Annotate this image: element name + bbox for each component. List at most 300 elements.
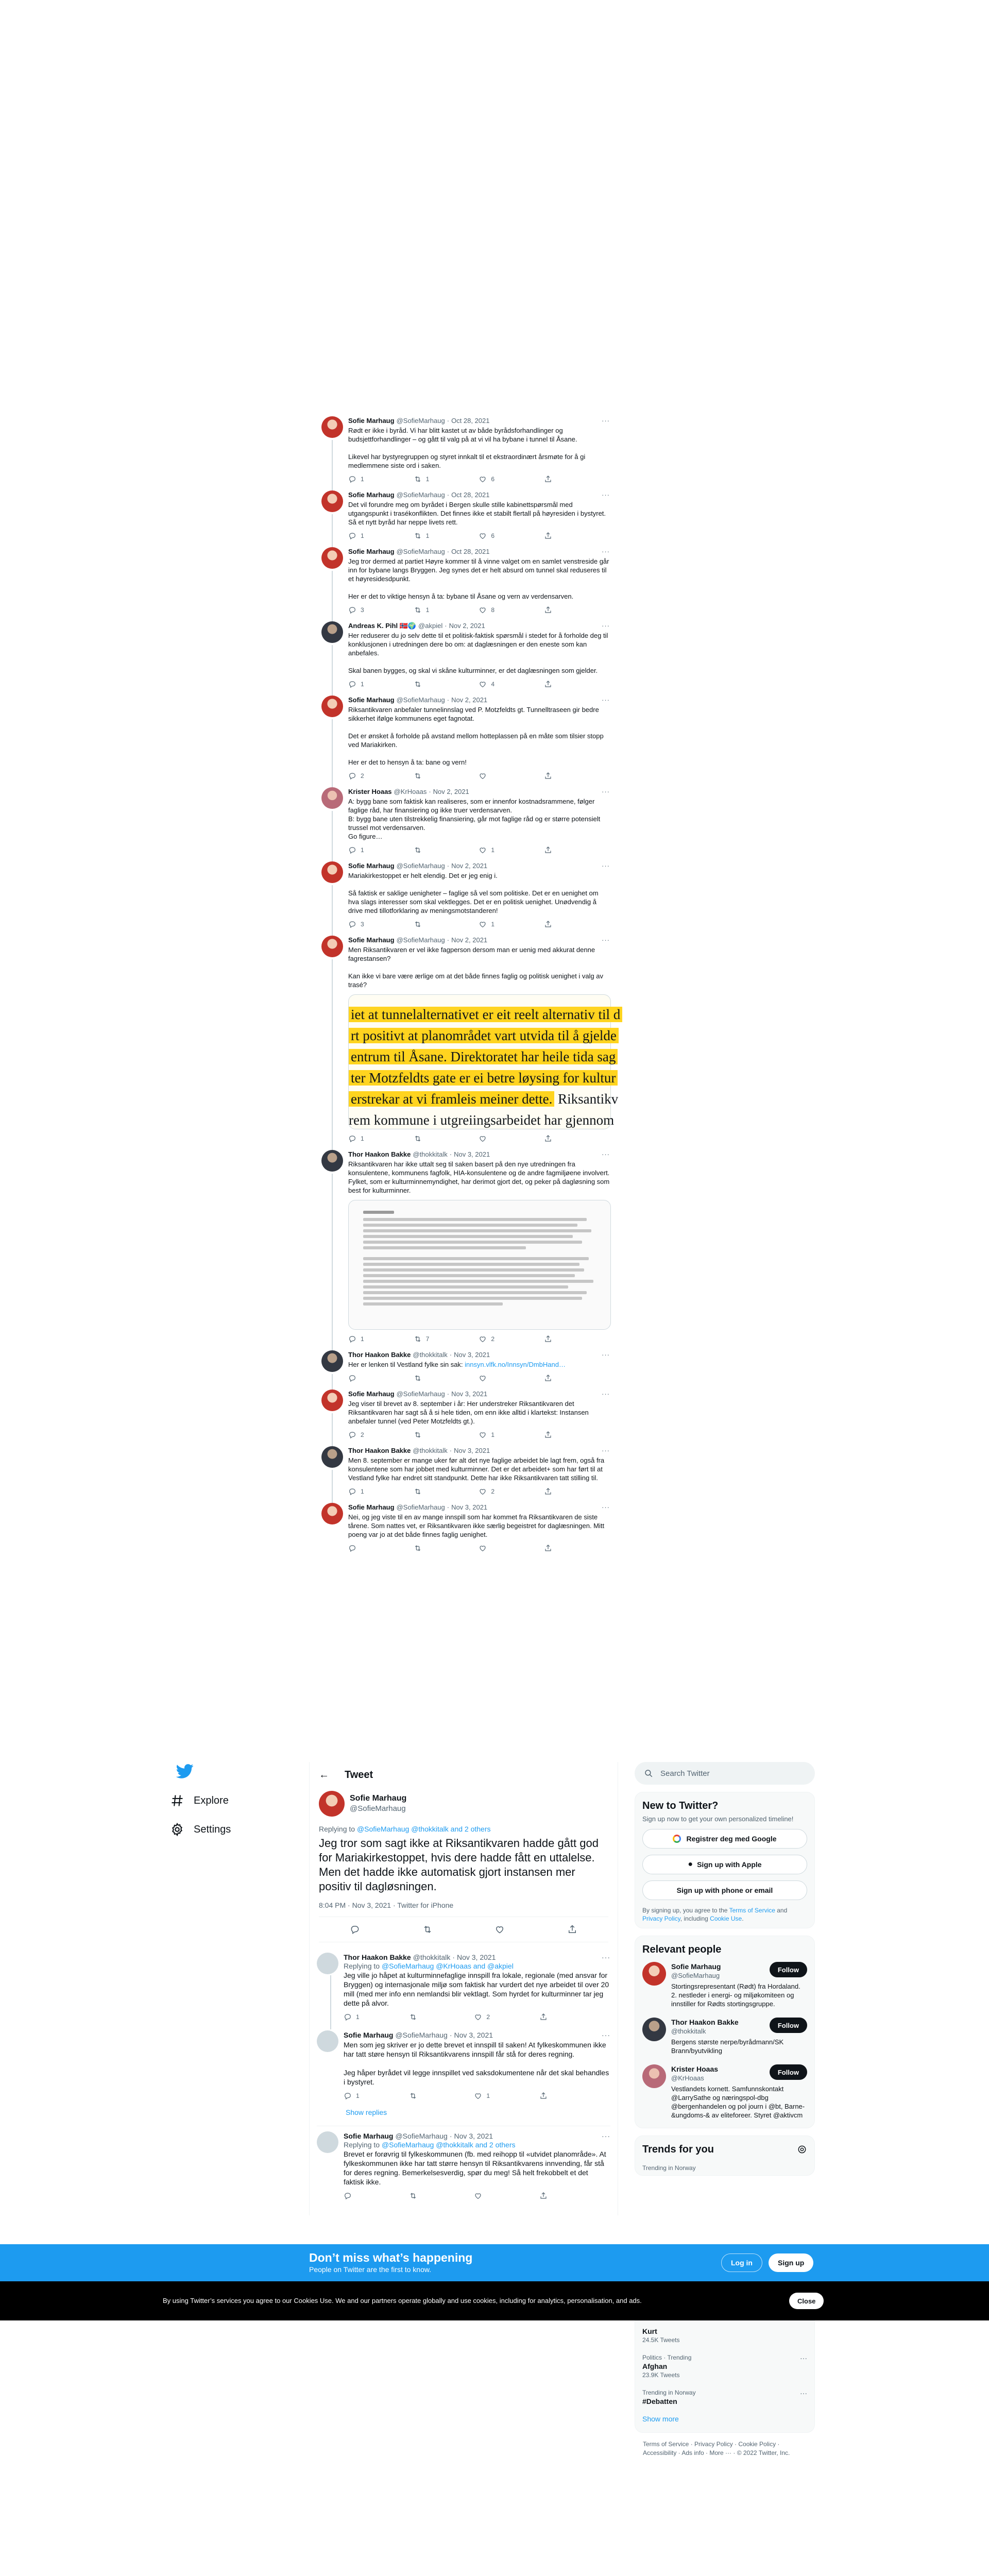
trend-item[interactable]	[642, 2321, 807, 2349]
reply-button[interactable]	[348, 1487, 379, 1496]
like-button[interactable]	[479, 532, 509, 540]
reply-count: 2	[361, 772, 364, 779]
person-name[interactable]: Thor Haakon Bakke	[671, 2018, 739, 2026]
tweet-date[interactable]: Nov 3, 2021	[454, 1447, 490, 1454]
tweet-author-handle[interactable]: @SofieMarhaug	[396, 1503, 445, 1511]
signup-banner-title: Don’t miss what’s happening	[309, 2251, 473, 2264]
person-handle[interactable]: @thokkitalk	[671, 2027, 706, 2035]
tweet-author-name[interactable]: Andreas K. Pihl 🇳🇴🌍	[348, 622, 417, 630]
person-name[interactable]: Sofie Marhaug	[671, 1962, 721, 1971]
avatar[interactable]	[321, 416, 343, 438]
tweet[interactable]	[318, 543, 613, 617]
more-icon[interactable]: ···	[800, 2354, 807, 2362]
left-nav	[170, 1762, 294, 1844]
tweet-text	[344, 2149, 610, 2187]
share-icon[interactable]	[567, 1924, 577, 1935]
like-button[interactable]	[479, 1374, 509, 1382]
more-icon[interactable]: ···	[602, 2031, 610, 2039]
like-button[interactable]	[474, 2013, 505, 2021]
like-button[interactable]	[479, 920, 509, 928]
retweet-button[interactable]	[414, 1335, 445, 1343]
tweet-date[interactable]: Nov 2, 2021	[451, 862, 488, 870]
tweet-author-name[interactable]: Sofie Marhaug	[348, 696, 395, 704]
share-icon	[544, 1374, 552, 1382]
tweet-author-name[interactable]: Sofie Marhaug	[348, 1503, 395, 1511]
retweet-button[interactable]	[414, 1487, 445, 1496]
gear-icon	[170, 1822, 184, 1837]
like-count: 4	[491, 681, 494, 688]
reply-button[interactable]	[348, 920, 379, 928]
tweet-author-handle[interactable]: @akpiel	[418, 622, 443, 630]
retweet-icon	[414, 772, 422, 780]
footer-links[interactable]: Terms of Service · Privacy Policy · Cookie Policy · Accessibility · Ads info · More ··· · © 2022 Twitter, Inc.	[643, 2441, 790, 2456]
tweet-author-handle[interactable]: @thokkitalk	[413, 1447, 448, 1454]
retweet-button[interactable]	[414, 532, 445, 540]
person-bio: Bergens største nerpe/byrådmann/SK Brann/byutvikling	[671, 2038, 784, 2055]
tweet-actions	[344, 2092, 570, 2100]
thread-line	[332, 1413, 333, 1446]
relevant-person[interactable]	[642, 2058, 807, 2123]
reply-count: 1	[361, 681, 364, 688]
like-button[interactable]	[479, 680, 509, 688]
tweet-author-handle[interactable]: @thokkitalk	[413, 1351, 448, 1359]
thread-line	[332, 514, 333, 547]
like-button[interactable]	[479, 1134, 509, 1143]
replying-to	[319, 1825, 608, 1833]
avatar[interactable]	[317, 2131, 338, 2153]
retweet-button[interactable]	[414, 1431, 445, 1439]
tweet-actions	[344, 2192, 570, 2200]
avatar[interactable]	[321, 1350, 343, 1372]
tweet-actions	[348, 680, 575, 688]
avatar[interactable]	[317, 1953, 338, 1974]
tweet-date[interactable]: Nov 3, 2021	[456, 1953, 496, 1961]
tweet-separator: ·	[447, 417, 450, 425]
thread-upper	[318, 412, 621, 1555]
tweet-author-name[interactable]: Sofie Marhaug	[348, 862, 395, 870]
reply-count: 1	[356, 2013, 360, 2021]
replying-to-link[interactable]: @SofieMarhaug @KrHoaas and @akpiel	[381, 1962, 514, 1970]
like-button[interactable]	[479, 1335, 509, 1343]
share-button[interactable]	[544, 532, 575, 540]
reply-count: 1	[361, 532, 364, 539]
share-button[interactable]	[544, 846, 575, 854]
tweet[interactable]	[318, 486, 613, 543]
search-input[interactable]	[635, 1762, 815, 1785]
phone-signup-button[interactable]	[642, 1880, 807, 1900]
privacy-policy-link[interactable]: Privacy Policy	[642, 1915, 680, 1922]
share-button[interactable]	[544, 1134, 575, 1143]
tweet-author-name[interactable]: Sofie Marhaug	[348, 1390, 395, 1398]
replying-to-link[interactable]: @SofieMarhaug @thokkitalk and 2 others	[381, 2141, 516, 2149]
tweet-text-body: Det vil forundre meg om byrådet i Bergen skulle stille kabinettspørsmål med utgangspunkt i trasékonflikten. Det finnes ikke et stabilt flertall på høyresiden i bystyret. Så et nytt byråd har neppe livets rett.	[348, 501, 606, 526]
tweet-author-handle[interactable]: @SofieMarhaug	[395, 2031, 448, 2039]
tweet-separator: ·	[447, 696, 450, 704]
follow-button[interactable]: Follow	[770, 2018, 807, 2033]
terms-text-2: and	[775, 1907, 788, 1914]
retweet-icon	[414, 1487, 422, 1496]
like-button[interactable]	[474, 2192, 505, 2200]
tweet-date[interactable]: Nov 3, 2021	[454, 1150, 490, 1158]
reply-button[interactable]	[348, 846, 379, 854]
reply-button[interactable]	[348, 1374, 379, 1382]
tweet[interactable]	[318, 617, 613, 691]
reply-icon[interactable]	[350, 1924, 360, 1935]
apple-icon: ●	[688, 1860, 693, 1869]
tweet-author-handle[interactable]: @SofieMarhaug	[396, 862, 445, 870]
signup-banner	[0, 2244, 989, 2281]
tweet[interactable]	[318, 1146, 613, 1346]
reply-button[interactable]	[348, 1431, 379, 1439]
thread-line	[332, 1470, 333, 1503]
like-button[interactable]	[479, 475, 509, 483]
more-icon[interactable]: ···	[602, 1447, 610, 1454]
avatar[interactable]	[321, 1389, 343, 1411]
share-button[interactable]	[544, 772, 575, 780]
avatar[interactable]	[642, 2018, 666, 2041]
tweet-date[interactable]: Nov 3, 2021	[454, 2031, 493, 2039]
person-handle[interactable]: @SofieMarhaug	[671, 1972, 720, 1979]
tweet-author-handle[interactable]: @thokkitalk	[413, 1953, 451, 1961]
avatar[interactable]	[319, 1791, 345, 1817]
show-replies-link[interactable]: Show replies	[317, 2104, 610, 2126]
more-icon[interactable]: ···	[602, 936, 610, 944]
avatar[interactable]	[321, 1503, 343, 1524]
share-button[interactable]	[544, 920, 575, 928]
reply-button[interactable]	[344, 2092, 374, 2100]
more-icon[interactable]: ···	[800, 2389, 807, 2397]
twitter-logo-icon[interactable]	[176, 1762, 194, 1780]
more-icon[interactable]: ···	[602, 1390, 610, 1398]
reply-icon	[344, 2192, 352, 2200]
tweet-separator: ·	[449, 1351, 452, 1359]
nav-settings[interactable]	[170, 1815, 294, 1844]
tweet-actions	[348, 1487, 575, 1496]
retweet-button[interactable]	[414, 1544, 445, 1552]
highlighted-text: rt positivt at planområdet vart utvida til å gjelde	[349, 1028, 619, 1043]
share-button[interactable]	[544, 1431, 575, 1439]
tweet[interactable]	[318, 1385, 613, 1442]
more-icon[interactable]: ···	[602, 417, 610, 425]
signup-button[interactable]: Sign up	[769, 2253, 813, 2272]
tweet-author-handle[interactable]: @SofieMarhaug	[396, 936, 445, 944]
focused-tweet-handle[interactable]: @SofieMarhaug	[350, 1804, 406, 1813]
thread-line	[332, 1174, 333, 1350]
reply-button[interactable]	[348, 772, 379, 780]
reply-button[interactable]	[344, 2013, 374, 2021]
person-handle[interactable]: @KrHoaas	[671, 2074, 704, 2082]
retweet-button[interactable]	[414, 920, 445, 928]
retweet-icon[interactable]	[422, 1924, 433, 1935]
more-icon[interactable]: ···	[602, 622, 610, 630]
tweet-author-name[interactable]: Thor Haakon Bakke	[348, 1447, 411, 1454]
tweet-date[interactable]: Oct 28, 2021	[451, 491, 490, 499]
tweet-link[interactable]: innsyn.vlfk.no/Innsyn/DmbHand…	[465, 1361, 566, 1368]
share-icon	[544, 606, 552, 614]
nav-explore-label: Explore	[194, 1794, 229, 1806]
reply-icon	[348, 1431, 356, 1439]
document-screenshot-image[interactable]	[348, 1200, 611, 1330]
avatar[interactable]	[321, 936, 343, 957]
share-button[interactable]	[539, 2013, 570, 2021]
retweet-button[interactable]	[414, 475, 445, 483]
share-button[interactable]	[544, 606, 575, 614]
tweet-date[interactable]: Nov 2, 2021	[451, 696, 488, 704]
reply-icon	[348, 846, 356, 854]
person-name[interactable]: Krister Hoaas	[671, 2065, 719, 2073]
more-icon[interactable]: ···	[602, 1351, 610, 1359]
focused-tweet	[310, 1788, 618, 1942]
tweet[interactable]	[317, 1947, 610, 2025]
tweet-actions	[348, 1374, 575, 1382]
tweet-date[interactable]: Oct 28, 2021	[451, 417, 490, 425]
tweet-author-handle[interactable]: @SofieMarhaug	[396, 696, 445, 704]
tweet[interactable]	[318, 691, 613, 783]
new-to-twitter-sub: Sign up now to get your own personalized timeline!	[642, 1815, 794, 1823]
avatar[interactable]	[321, 1446, 343, 1468]
retweet-icon	[414, 846, 422, 854]
tweet[interactable]	[318, 783, 613, 857]
retweet-button[interactable]	[414, 1374, 445, 1382]
cookie-close-button[interactable]: Close	[789, 2293, 824, 2309]
tweet-date[interactable]: Nov 3, 2021	[454, 1351, 490, 1359]
reply-button[interactable]	[344, 2192, 374, 2200]
tweet[interactable]	[318, 931, 621, 1146]
more-icon[interactable]: ···	[602, 1503, 610, 1511]
google-icon	[673, 1835, 681, 1843]
trend-item[interactable]	[642, 2384, 807, 2411]
tweet-text	[348, 945, 610, 989]
avatar[interactable]	[321, 547, 343, 569]
heart-icon	[479, 846, 487, 854]
share-button[interactable]	[544, 1335, 575, 1343]
tweet-date[interactable]: Nov 2, 2021	[451, 936, 488, 944]
like-button[interactable]	[479, 846, 509, 854]
reply-button[interactable]	[348, 532, 379, 540]
retweet-button[interactable]	[414, 606, 445, 614]
share-button[interactable]	[539, 2092, 570, 2100]
tweet-text	[348, 1513, 610, 1539]
tweet-author-name[interactable]: Thor Haakon Bakke	[348, 1351, 411, 1359]
replying-to: Replying to @SofieMarhaug @KrHoaas and @akpiel	[344, 1962, 514, 1970]
tweet-text-body: Nei, og jeg viste til en av mange innspill som har kommet fra Riksantikvaren de siste tårene. Som nattes vet, er Riksantikvaren ikke særlig begeistret for daglæsningen. Mitt poeng var jo at det både finnes faglig uenighet.	[348, 1513, 605, 1538]
tweet-author-handle[interactable]: @SofieMarhaug	[396, 491, 445, 499]
retweet-icon	[409, 2013, 417, 2021]
share-button[interactable]	[544, 475, 575, 483]
tweet-actions	[348, 920, 575, 928]
highlighted-text: erstrekar at vi framleis meiner dette.	[349, 1091, 554, 1107]
tweet[interactable]	[318, 1442, 613, 1499]
relevant-person[interactable]	[642, 2011, 807, 2058]
like-button[interactable]	[479, 772, 509, 780]
retweet-count: 7	[425, 1335, 430, 1343]
reply-icon	[348, 772, 356, 780]
retweet-button[interactable]	[409, 2013, 440, 2021]
retweet-button[interactable]	[414, 846, 445, 854]
tweet-separator: ·	[449, 1447, 452, 1454]
phone-signup-label: Sign up with phone or email	[676, 1886, 773, 1894]
tweet-text-body: Jeg tror dermed at partiet Høyre kommer til å vinne valget om en samlet venstreside går inn for bybane langs Bryggen. Jeg synes det er helt absurd om tunnel skal reduseres til et høyresidesdpunkt. Her er det to viktige hensyn å ta: bybane til Åsane og vern av verdensarven.	[348, 557, 609, 600]
cookie-use-link[interactable]: Cookie Use	[710, 1915, 742, 1922]
share-button[interactable]	[544, 1487, 575, 1496]
retweet-button[interactable]	[409, 2092, 440, 2100]
tweet-author-handle[interactable]: @SofieMarhaug	[396, 417, 445, 425]
tweet[interactable]	[317, 2025, 610, 2104]
tweet-date[interactable]: Nov 3, 2021	[451, 1390, 488, 1398]
reply-button[interactable]	[348, 475, 379, 483]
share-button[interactable]	[544, 680, 575, 688]
tweet[interactable]	[317, 2126, 610, 2204]
reply-button[interactable]	[348, 1335, 379, 1343]
heart-icon[interactable]	[494, 1924, 505, 1935]
retweet-button[interactable]	[409, 2192, 440, 2200]
more-icon[interactable]: ···	[602, 1953, 610, 1961]
tweet-author-handle[interactable]: @SofieMarhaug	[396, 548, 445, 555]
retweet-button[interactable]	[414, 1134, 445, 1143]
tweet-text	[348, 1160, 610, 1195]
follow-button[interactable]: Follow	[770, 1962, 807, 1977]
tweet-text	[348, 557, 610, 601]
tweet-separator: ·	[449, 2132, 452, 2140]
share-button[interactable]	[544, 1374, 575, 1382]
more-icon[interactable]: ···	[602, 696, 610, 704]
google-signup-button[interactable]	[642, 1829, 807, 1849]
tweet-actions	[348, 1134, 575, 1143]
relevant-person[interactable]	[642, 1956, 807, 2011]
tweet-author-name[interactable]: Sofie Marhaug	[344, 2031, 394, 2039]
follow-button[interactable]: Follow	[770, 2064, 807, 2080]
back-arrow-icon[interactable]: ←	[319, 1769, 329, 1781]
reply-icon	[348, 1487, 356, 1496]
tweet[interactable]	[318, 412, 613, 486]
share-button[interactable]	[539, 2192, 570, 2200]
new-to-twitter-panel	[635, 1792, 815, 1928]
tweet-author-name[interactable]: Thor Haakon Bakke	[348, 1150, 411, 1158]
retweet-icon	[409, 2092, 417, 2100]
trends-list	[635, 2320, 815, 2433]
trend-item[interactable]	[642, 2349, 807, 2384]
trends-panel-top	[635, 2136, 815, 2176]
avatar[interactable]	[321, 787, 343, 809]
more-icon[interactable]: ···	[602, 2132, 610, 2140]
retweet-icon	[414, 606, 422, 614]
tweet-text-body: Men Riksantikvaren er vel ikke fagperson dersom man er uenig med akkurat denne fagrestansen? Kan ikke vi bare være ærlige om at det både finnes faglig og politisk uenighet i valg av trasé?	[348, 946, 604, 989]
tweet-author-handle[interactable]: @KrHoaas	[394, 788, 427, 795]
retweet-icon	[414, 680, 422, 688]
tweet-author-handle[interactable]: @SofieMarhaug	[395, 2132, 448, 2140]
heart-icon	[479, 1134, 487, 1143]
tweet-actions	[348, 532, 575, 540]
tweet-author-name[interactable]: Krister Hoaas	[348, 788, 392, 795]
tweet-author-name[interactable]: Sofie Marhaug	[348, 417, 395, 425]
tweet-author-name[interactable]: Sofie Marhaug	[348, 548, 395, 555]
reply-button[interactable]	[348, 1134, 379, 1143]
settings-gear-icon[interactable]	[797, 2144, 807, 2155]
tweet[interactable]	[318, 857, 613, 931]
share-icon	[539, 2092, 548, 2100]
more-icon[interactable]: ···	[602, 862, 610, 870]
show-more-link[interactable]: Show more	[642, 2415, 679, 2423]
tweet-date[interactable]: Oct 28, 2021	[451, 548, 490, 555]
heart-icon	[479, 920, 487, 928]
avatar[interactable]	[321, 696, 343, 717]
tweet-separator: ·	[447, 1390, 450, 1398]
tweet-date[interactable]: Nov 3, 2021	[451, 1503, 488, 1511]
person-bio: Stortingsrepresentant (Rødt) fra Hordaland. 2. nestleder i energi- og miljøkomiteen og innstiller for Rødts stortingsgruppe.	[671, 1982, 800, 2008]
avatar[interactable]	[321, 861, 343, 883]
reply-button[interactable]	[348, 606, 379, 614]
document-line	[349, 1067, 616, 1089]
nav-explore[interactable]	[170, 1786, 294, 1815]
thread-line	[330, 1975, 331, 2029]
more-icon[interactable]: ···	[602, 788, 610, 795]
tweet-separator: ·	[449, 2031, 452, 2039]
more-icon[interactable]: ···	[602, 1150, 610, 1158]
tweet-author-handle[interactable]: @SofieMarhaug	[396, 1390, 445, 1398]
retweet-icon	[414, 475, 422, 483]
login-button[interactable]: Log in	[721, 2253, 762, 2272]
terms-of-service-link[interactable]: Terms of Service	[729, 1907, 775, 1914]
like-button[interactable]	[479, 1487, 509, 1496]
tweet-date[interactable]: Nov 2, 2021	[433, 788, 469, 795]
cookie-text: By using Twitter’s services you agree to our Cookies Use. We and our partners operate globally and use cookies, including for analytics, personalisation, and ads.	[163, 2297, 642, 2304]
retweet-button[interactable]	[414, 772, 445, 780]
retweet-icon	[414, 920, 422, 928]
retweet-count: 1	[425, 606, 430, 614]
trend-context: Trending in Norway	[642, 2389, 696, 2396]
reply-button[interactable]	[348, 1544, 379, 1552]
like-count: 8	[491, 606, 494, 614]
tweet-actions	[348, 846, 575, 854]
document-line	[349, 1046, 616, 1067]
reply-button[interactable]	[348, 680, 379, 688]
avatar[interactable]	[642, 1962, 666, 1986]
like-button[interactable]	[479, 1431, 509, 1439]
thread-line	[332, 885, 333, 936]
tweet-date[interactable]: Nov 3, 2021	[454, 2132, 493, 2140]
tweet-text	[348, 1456, 610, 1482]
like-button[interactable]	[474, 2092, 505, 2100]
focused-tweet-name[interactable]: Sofie Marhaug	[350, 1794, 407, 1803]
tweet-author-name[interactable]: Thor Haakon Bakke	[344, 1953, 411, 1961]
like-button[interactable]	[479, 606, 509, 614]
like-button[interactable]	[479, 1544, 509, 1552]
tweet[interactable]	[318, 1346, 613, 1385]
more-icon[interactable]: ···	[602, 548, 610, 555]
tweet-author-name[interactable]: Sofie Marhaug	[348, 936, 395, 944]
apple-signup-button[interactable]	[642, 1855, 807, 1874]
tweet-date[interactable]: Nov 2, 2021	[449, 622, 485, 630]
retweet-button[interactable]	[414, 680, 445, 688]
plain-text: rem kommune i utgreiingsarbeidet har gjennom	[349, 1112, 615, 1128]
tweet-text	[348, 631, 610, 675]
tweet-author-name[interactable]: Sofie Marhaug	[344, 2132, 394, 2140]
more-icon[interactable]: ···	[602, 491, 610, 499]
avatar[interactable]	[321, 1150, 343, 1172]
tweet-author-handle[interactable]: @thokkitalk	[413, 1150, 448, 1158]
reply-icon	[348, 1134, 356, 1143]
quoted-document-image[interactable]	[348, 994, 621, 1129]
avatar[interactable]	[317, 2030, 338, 2052]
tweet[interactable]	[318, 1499, 613, 1555]
avatar[interactable]	[321, 490, 343, 512]
avatar[interactable]	[321, 621, 343, 643]
tweet-author-name[interactable]: Sofie Marhaug	[348, 491, 395, 499]
share-button[interactable]	[544, 1544, 575, 1552]
focused-tweet-meta[interactable]: 8:04 PM · Nov 3, 2021 · Twitter for iPhone	[319, 1901, 608, 1917]
replying-to-link[interactable]: @SofieMarhaug @thokkitalk and 2 others	[356, 1825, 491, 1833]
avatar[interactable]	[642, 2064, 666, 2088]
